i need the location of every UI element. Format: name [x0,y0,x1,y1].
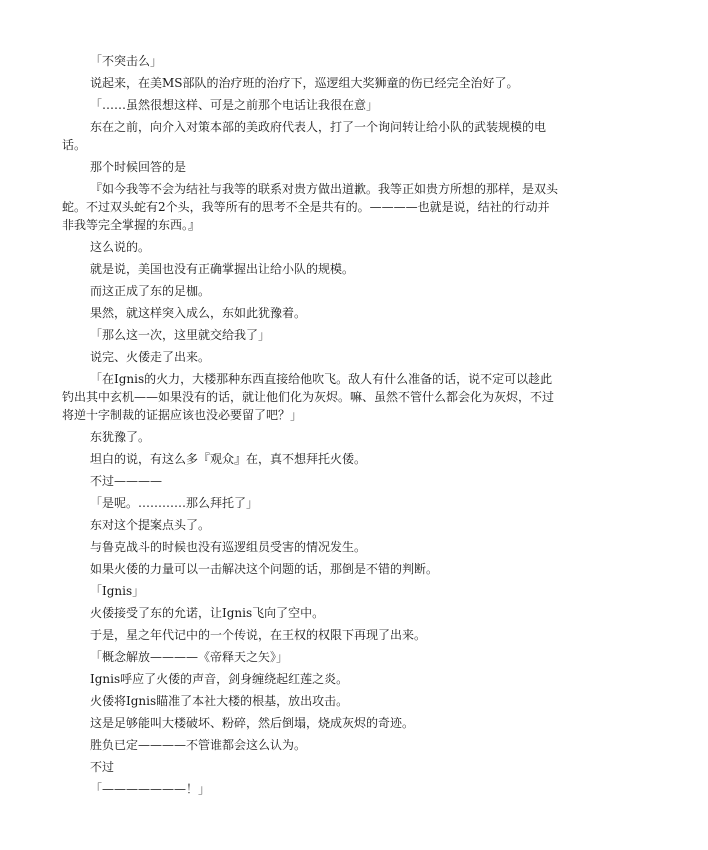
paragraph: 就是说，美国也没有正确掌握出让给小队的规模。 [90,262,355,276]
paragraph: 火倭接受了东的允诺，让Ignis飞向了空中。 [90,606,325,620]
paragraph: 这是足够能叫大楼破坏、粉碎，然后倒塌，烧成灰烬的奇迹。 [90,716,415,730]
paragraph: 「在Ignis的火力，大楼那种东西直接给他吹飞。敌人有什么准备的话，说不定可以趁此钓出其中玄机——如果没有的话，就让他们化为灰烬。嘛、虽然不管什么都会化为灰烬，不过将逆十字制裁的证据应该也没必要留了吧？」 [62,372,555,422]
paragraph: 与鲁克战斗的时候也没有巡逻组员受害的情况发生。 [90,540,367,554]
paragraph: 「是呢。…………那么拜托了」 [90,496,259,510]
paragraph: 「那么这一次，这里就交给我了」 [90,328,271,342]
paragraph: 「……虽然很想这样、可是之前那个电话让我很在意」 [90,98,379,112]
paragraph: 于是，星之年代记中的一个传说，在王权的权限下再现了出来。 [90,628,427,642]
paragraph: 不过———— [90,474,163,488]
paragraph: 东犹豫了。 [90,430,151,444]
paragraph: 这么说的。 [90,240,151,254]
paragraph: 「Ignis」 [90,584,145,598]
paragraph: 「———————！」 [90,782,211,796]
paragraph: 而这正成了东的足枷。 [90,284,211,298]
paragraph: 「不突击么」 [90,54,163,68]
paragraph: 东在之前，向介入对策本部的美政府代表人，打了一个询问转让给小队的武装规模的电话。 [62,120,547,152]
paragraph: 说起来，在美MS部队的治疗班的治疗下，巡逻组大奖狮童的伤已经完全治好了。 [90,76,519,90]
paragraph: 「概念解放————《帝释天之矢》」 [90,650,289,664]
paragraph: 说完、火倭走了出来。 [90,350,211,364]
paragraph: 胜负已定————不管谁都会这么认为。 [90,738,307,752]
paragraph: 不过 [90,760,115,774]
document-page [62,52,558,802]
paragraph: Ignis呼应了火倭的声音，剑身缠绕起红莲之炎。 [90,672,349,686]
paragraph: 如果火倭的力量可以一击解决这个问题的话，那倒是不错的判断。 [90,562,439,576]
paragraph: 坦白的说，有这么多『观众』在，真不想拜托火倭。 [90,452,367,466]
paragraph: 那个时候回答的是 [90,160,187,174]
paragraph: 『如今我等不会为结社与我等的联系对贵方做出道歉。我等正如贵方所想的那样，是双头蛇。不过双头蛇有2个头，我等所有的思考不全是共有的。————也就是说，结社的行动并非我等完全掌握的东西。』 [62,182,559,232]
paragraph: 火倭将Ignis瞄准了本社大楼的根基，放出攻击。 [90,694,349,708]
paragraph: 果然，就这样突入成么，东如此犹豫着。 [90,306,307,320]
paragraph: 东对这个提案点头了。 [90,518,211,532]
